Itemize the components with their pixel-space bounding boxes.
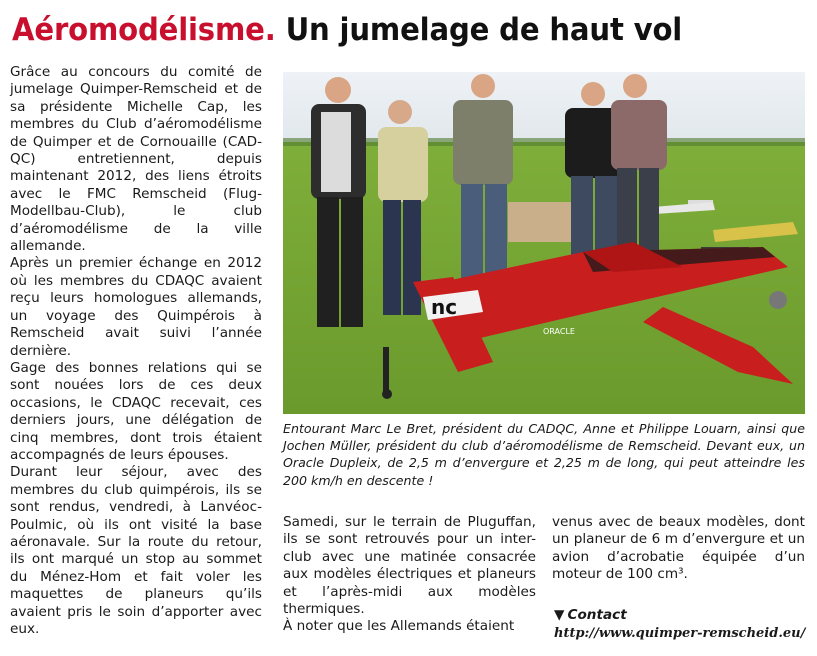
- headline-kicker: Aéromodélisme.: [12, 12, 276, 48]
- triangle-down-icon: ▼: [554, 607, 565, 623]
- plane-wing-lettering: ORACLE: [543, 327, 575, 336]
- model-crate: [508, 202, 578, 242]
- contact-label: Contact: [567, 607, 627, 623]
- paragraph: Grâce au concours du comité de jumelage Quimper-Remscheid et de sa présidente Michelle Cap, les membres du Club d’aéromodélisme de Quimper et de Cornouaille (CAD-QC) entretiennent, depuis maintenant 2012, des liens étroits avec le FMC Remscheid (Flug-Modellbau-Club), le club d’aéromodélisme de la ville allemande.: [10, 64, 262, 255]
- paragraph: Gage des bonnes relations qui se sont nouées lors de ces deux occasions, le CDAQC recevait, ces derniers jours, une délégation de cinq membres, dont trois étaient accompagnés de leurs épouses.: [10, 359, 262, 463]
- article-column-1: [10, 64, 262, 638]
- article-column-2: [283, 514, 536, 636]
- paragraph: Samedi, sur le terrain de Pluguffan, ils se sont retrouvés pour un inter-club avec une matinée consacrée aux modèles électriques et planeurs et l’après-midi aux modèles thermiques.: [283, 514, 536, 618]
- paragraph: Durant leur séjour, avec des membres du club quimpérois, ils se sont rendus, vendredi, à Lanvéoc-Poulmic, où ils ont visité la base aéronavale. Sur la route du retour, ils ont marqué un stop au sommet du Ménez-Hom et fait voler les maquettes de planeurs qu’ils avaient pris le soin d’apporter avec eux.: [10, 464, 262, 637]
- plane-tail-lettering: nc: [431, 295, 458, 319]
- person-5: [611, 74, 667, 268]
- article-photo: [283, 72, 805, 414]
- paragraph: À noter que les Allemands étaient: [283, 618, 515, 635]
- headline-title: Un jumelage de haut vol: [285, 12, 683, 48]
- person-1: [311, 77, 366, 327]
- person-3: [453, 74, 513, 289]
- paragraph: venus avec de beaux modèles, dont un planeur de 6 m d’envergure et un avion d’acrobatie équipée d’un moteur de 100 cm³.: [552, 514, 805, 583]
- contact-heading: [554, 607, 627, 623]
- headline: [12, 10, 764, 50]
- photo-caption: Entourant Marc Le Bret, président du CADQC, Anne et Philippe Louarn, ainsi que Jochen Müller, président du club d’aéromodélisme de Remscheid. Devant eux, un Oracle Dupleix, de 2,5 m d’envergure et 2,25 m de long, qui peut atteindre les 200 km/h en descente !: [283, 421, 805, 488]
- article-column-3: [552, 514, 805, 584]
- photo-illustration: [283, 72, 805, 414]
- paragraph: Après un premier échange en 2012 où les membres du CDAQC avaient reçu leurs homologues allemands, un voyage des Quimpérois à Remscheid avait suivi l’année dernière.: [10, 255, 262, 359]
- contact-link[interactable]: http://www.quimper-remscheid.eu/: [554, 626, 806, 641]
